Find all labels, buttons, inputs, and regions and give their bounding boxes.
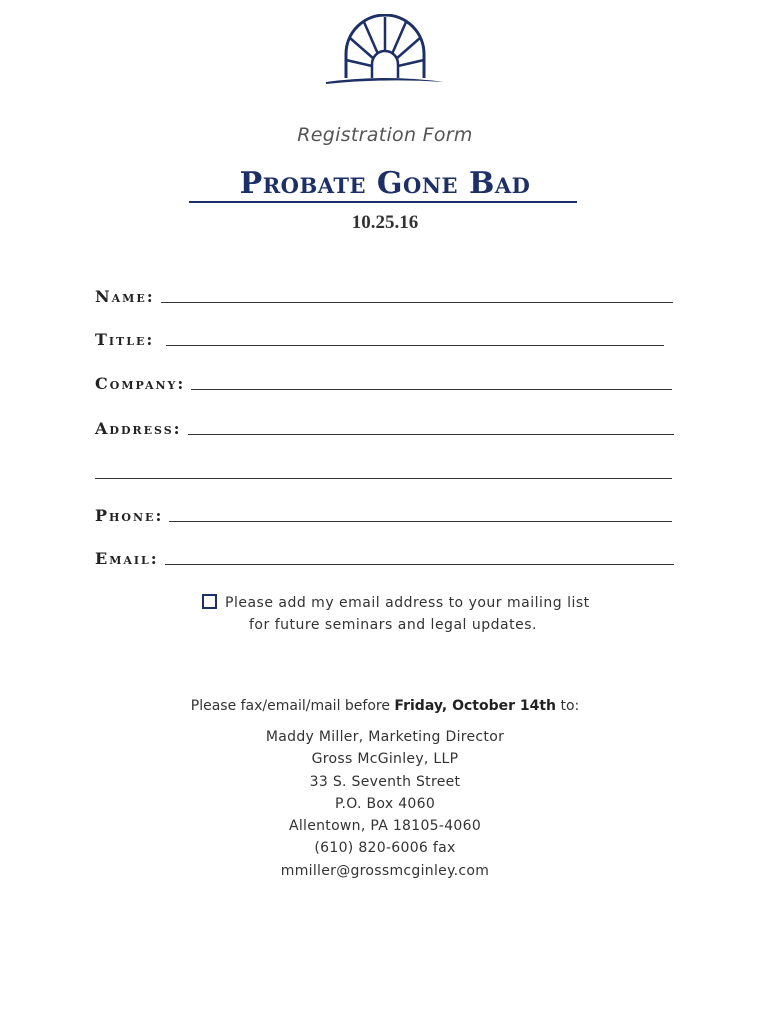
company-label: Company:: [95, 374, 186, 393]
email-label: Email:: [95, 549, 159, 568]
address-input-line[interactable]: [188, 434, 674, 435]
title-field[interactable]: [95, 324, 664, 348]
title-underline: [189, 201, 577, 203]
instructions-prefix: Please fax/email/mail before: [190, 698, 395, 714]
name-input-line[interactable]: [161, 302, 673, 303]
mailing-list-checkbox[interactable]: [202, 594, 217, 609]
contact-firm: Gross McGinley, LLP: [311, 751, 459, 768]
company-input-line[interactable]: [191, 389, 672, 390]
company-field[interactable]: [95, 368, 672, 392]
mailing-list-text: [225, 592, 590, 636]
phone-field[interactable]: [95, 500, 672, 524]
contact-block: [0, 726, 770, 882]
contact-name: Maddy Miller, Marketing Director: [265, 729, 505, 745]
submission-instructions: [0, 698, 770, 714]
name-field[interactable]: [95, 281, 673, 305]
email-field[interactable]: [95, 543, 674, 567]
contact-street: 33 S. Seventh Street: [309, 773, 461, 790]
deadline-date: Friday, October 14th: [394, 698, 557, 714]
phone-label: Phone:: [95, 506, 164, 525]
contact-email[interactable]: mmiller@grossmcginley.com: [280, 862, 490, 879]
event-date: 10.25.16: [351, 212, 419, 233]
address-line-2-input-line[interactable]: [95, 478, 672, 479]
address-field[interactable]: [95, 413, 674, 437]
contact-po-box: P.O. Box 4060: [334, 795, 436, 812]
email-input-line[interactable]: [165, 564, 674, 565]
name-label: Name:: [95, 287, 155, 306]
arched-window-logo-icon: [322, 14, 448, 88]
address-line-2-field[interactable]: [95, 457, 672, 481]
form-subtitle: Registration Form: [297, 124, 473, 146]
mailing-list-line-2: for future seminars and legal updates.: [249, 617, 537, 633]
title-input-line[interactable]: [166, 345, 664, 346]
mailing-list-line-1: Please add my email address to your mailing list: [225, 595, 590, 611]
contact-fax: (610) 820-6006 fax: [314, 840, 456, 857]
instructions-suffix: to:: [556, 698, 580, 714]
mailing-list-option[interactable]: [202, 592, 590, 636]
event-title: Probate Gone Bad: [239, 166, 531, 201]
address-label: Address:: [95, 419, 182, 438]
phone-input-line[interactable]: [169, 521, 672, 522]
title-label: Title:: [95, 330, 155, 349]
contact-city: Allentown, PA 18105-4060: [288, 818, 482, 835]
